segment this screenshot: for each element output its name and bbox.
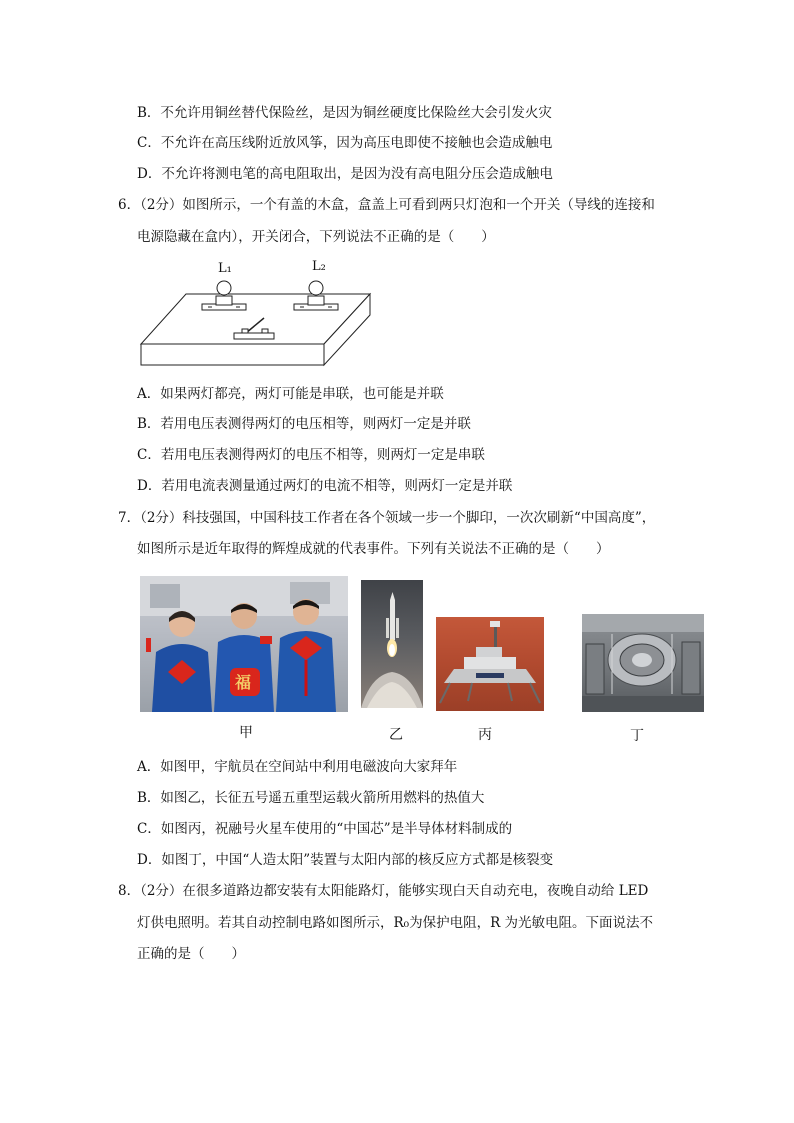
q7-stem-line2: 如图所示是近年取得的辉煌成就的代表事件。下列有关说法不正确的是（ ） <box>137 541 610 557</box>
q6-stem-line1: 6．（2分）如图所示，一个有盖的木盒，盒盖上可看到两只灯泡和一个开关（导线的连接和 <box>118 197 655 213</box>
q7-option-d: D．如图丁，中国“人造太阳”装置与太阳内部的核反应方式都是核裂变 <box>137 852 554 868</box>
lamp-l2-label: L₂ <box>312 259 326 274</box>
q5-option-b: B．不允许用铜丝替代保险丝，是因为铜丝硬度比保险丝大会引发火灾 <box>137 105 552 121</box>
astronauts-photo <box>140 576 348 712</box>
mars-rover-photo <box>436 617 544 711</box>
q8-stem-line3: 正确的是（ ） <box>137 946 245 962</box>
q7-option-c: C．如图丙，祝融号火星车使用的“中国芯”是半导体材料制成的 <box>137 821 513 837</box>
fu-character: 福 <box>235 673 252 692</box>
rocket-launch-photo <box>361 580 423 708</box>
wooden-box-figure <box>138 258 374 368</box>
q5-option-d: D．不允许将测电笔的高电阻取出，是因为没有高电阻分压会造成触电 <box>137 166 553 182</box>
caption-yi: 乙 <box>389 727 403 743</box>
q8-stem-line1: 8．（2分）在很多道路边都安装有太阳能路灯，能够实现白天自动充电，夜晚自动给 LED <box>118 883 649 899</box>
q7-stem-line1: 7．（2分）科技强国，中国科技工作者在各个领域一步一个脚印，一次次刷新“中国高度”， <box>118 510 656 526</box>
q5-option-c: C．不允许在高压线附近放风筝，因为高压电即使不接触也会造成触电 <box>137 135 553 151</box>
q7-option-a: A．如图甲，宇航员在空间站中利用电磁波向大家拜年 <box>137 759 458 775</box>
q6-stem-line2: 电源隐藏在盒内），开关闭合，下列说法不正确的是（ ） <box>137 229 495 245</box>
caption-ding: 丁 <box>630 728 644 744</box>
q6-option-c: C．若用电压表测得两灯的电压不相等，则两灯一定是串联 <box>137 447 485 463</box>
q8-stem-line2: 灯供电照明。若其自动控制电路如图所示，R₀为保护电阻，R 为光敏电阻。下面说法不 <box>137 915 654 931</box>
q6-option-a: A．如果两灯都亮，两灯可能是串联，也可能是并联 <box>137 386 444 402</box>
q6-option-b: B．若用电压表测得两灯的电压相等，则两灯一定是并联 <box>137 416 471 432</box>
fusion-device-photo <box>582 614 704 712</box>
caption-bing: 丙 <box>478 727 492 743</box>
q6-option-d: D．若用电流表测量通过两灯的电流不相等，则两灯一定是并联 <box>137 478 513 494</box>
lamp-l1-label: L₁ <box>218 261 232 276</box>
q7-option-b: B．如图乙，长征五号遥五重型运载火箭所用燃料的热值大 <box>137 790 485 806</box>
caption-jia: 甲 <box>239 725 253 741</box>
